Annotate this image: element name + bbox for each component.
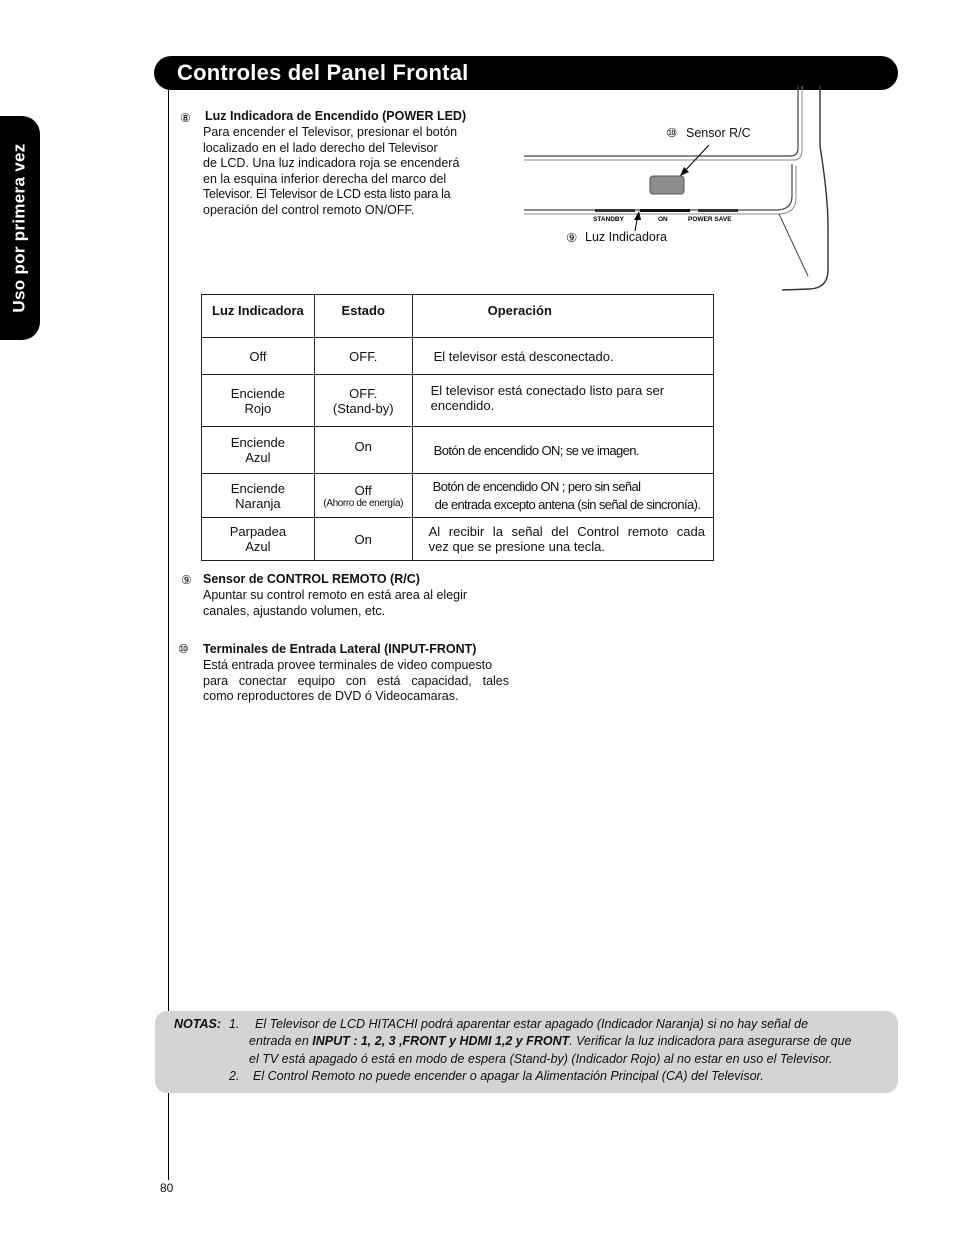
cell-line: Al recibir la señal del Control remoto cada <box>428 524 705 539</box>
table-cell-operation <box>412 518 713 561</box>
section-9-marker: ⑨ <box>181 573 192 587</box>
cell-line: Rojo <box>244 400 272 416</box>
section-10-line: para conectar equipo con está capacidad, tales <box>203 673 509 688</box>
power-save-label: POWER SAVE <box>688 216 732 223</box>
table-cell-light <box>202 518 315 561</box>
table-cell-state <box>314 427 412 474</box>
tv-front-panel-diagram <box>520 86 832 292</box>
table-cell-light <box>202 338 315 375</box>
table-row <box>202 518 714 561</box>
sensor-marker: ⑩ <box>666 126 678 140</box>
cell-line: Enciende <box>230 435 286 450</box>
cell-line: El televisor está conectado listo para ser <box>430 383 665 398</box>
note-2-text: El Control Remoto no puede encender o apagar la Alimentación Principal (CA) del Televisor. <box>253 1069 764 1083</box>
section-9-line: canales, ajustando volumen, etc. <box>203 603 386 618</box>
section-10-line: como reproductores de DVD ó Videocamaras. <box>203 689 459 704</box>
section-8-title: Luz Indicadora de Encendido (POWER LED) <box>205 109 467 123</box>
note-1-line-1: El Televisor de LCD HITACHI podrá aparentar estar apagado (Indicador Naranja) si no hay señal de <box>255 1017 809 1031</box>
notes-label-row <box>174 1016 221 1033</box>
cell-line: encendido. <box>430 398 495 413</box>
side-tab-label-wrap <box>0 116 40 340</box>
cell-line: On <box>354 531 372 547</box>
section-8-line: localizado en el lado derecho del Televisor <box>203 140 438 155</box>
section-8-marker: ⑧ <box>180 111 191 125</box>
table-cell-state <box>314 518 412 561</box>
section-10-title: Terminales de Entrada Lateral (INPUT-FRONT) <box>203 642 477 656</box>
cell-line: Naranja <box>235 495 281 511</box>
cell-line: (Stand-by) <box>332 400 394 416</box>
table-row <box>202 375 714 427</box>
section-8-line: Televisor. El Televisor de LCD esta listo para la <box>203 187 451 202</box>
cell-line: (Ahorro de energía) <box>323 497 404 509</box>
cell-line: Off <box>249 348 267 364</box>
note-1-number: 1. <box>229 1017 240 1031</box>
table-cell-state <box>314 474 412 518</box>
section-8-body <box>203 125 485 219</box>
table-cell-light <box>202 375 315 427</box>
cell-line: Parpadea <box>229 524 287 539</box>
table-row <box>202 474 714 518</box>
notes-label: NOTAS: <box>174 1017 221 1031</box>
section-9-body <box>203 588 503 619</box>
cell-line: Botón de encendido ON; se ve imagen. <box>433 442 639 458</box>
table-header-cell: Luz Indicadora <box>202 295 315 338</box>
table-cell-operation <box>412 338 713 375</box>
cell-line: de entrada excepto antena (sin señal de sincronía). <box>434 497 701 512</box>
table-cell-state <box>314 375 412 427</box>
table-row <box>202 338 714 375</box>
led-label: Luz Indicadora <box>585 230 668 244</box>
section-8-line: operación del control remoto ON/OFF. <box>203 202 415 217</box>
table-cell-state <box>314 338 412 375</box>
note-1-inputs: INPUT : 1, 2, 3 ,FRONT y HDMI 1,2 y FRONT <box>312 1034 570 1048</box>
cell-line: El televisor está desconectado. <box>433 348 614 364</box>
cell-line: vez que se presione una tecla. <box>428 539 605 554</box>
table-header-cell: Estado <box>314 295 412 338</box>
table-cell-operation <box>412 474 713 518</box>
cell-line: Off <box>354 482 372 498</box>
section-8-line: Para encender el Televisor, presionar el botón <box>203 125 458 139</box>
cell-line: OFF. <box>349 385 378 401</box>
cell-line: Enciende <box>230 385 286 401</box>
note-2-number: 2. <box>229 1069 240 1083</box>
cell-line: Botón de encendido ON ; pero sin señal <box>432 479 641 494</box>
table-cell-light <box>202 474 315 518</box>
table-cell-operation <box>412 427 713 474</box>
cell-line: On <box>354 439 372 454</box>
section-9-line: Apuntar su control remoto en está area al elegir <box>203 588 468 602</box>
led-marker: ⑨ <box>566 231 578 245</box>
cell-line: OFF. <box>349 348 378 364</box>
table-row <box>202 427 714 474</box>
on-label: ON <box>658 216 668 223</box>
table-cell-light <box>202 427 315 474</box>
side-tab-label: Uso por primera vez <box>10 143 29 313</box>
sensor-label: Sensor R/C <box>686 126 751 140</box>
section-8-line: de LCD. Una luz indicadora roja se encenderá <box>203 156 460 171</box>
note-1-line-3: el TV está apagado ó está en modo de espera (Stand-by) (Indicador Rojo) al no estar en uso el Televisor. <box>249 1052 833 1066</box>
table-header-row <box>202 295 714 338</box>
note-1-text: entrada en <box>249 1034 313 1048</box>
led-status-table <box>201 294 714 561</box>
page-number: 80 <box>160 1181 174 1195</box>
cell-line: Enciende <box>230 480 286 496</box>
section-10-marker: ⑩ <box>178 642 189 656</box>
page-title: Controles del Panel Frontal <box>177 60 469 85</box>
table-cell-operation <box>412 375 713 427</box>
note-1-line-2 <box>249 1033 852 1050</box>
cell-line: Azul <box>245 450 271 465</box>
cell-line: Azul <box>245 539 271 554</box>
note-1-text: . Verificar la luz indicadora para asegurarse de que <box>569 1034 852 1048</box>
section-9-title: Sensor de CONTROL REMOTO (R/C) <box>203 572 420 586</box>
standby-label: STANDBY <box>593 216 624 223</box>
table-header-cell: Operación <box>412 295 713 338</box>
section-10-body <box>203 658 509 705</box>
section-10-line: Está entrada provee terminales de video compuesto <box>203 658 493 672</box>
section-8-line: en la esquina inferior derecha del marco del <box>203 171 447 186</box>
